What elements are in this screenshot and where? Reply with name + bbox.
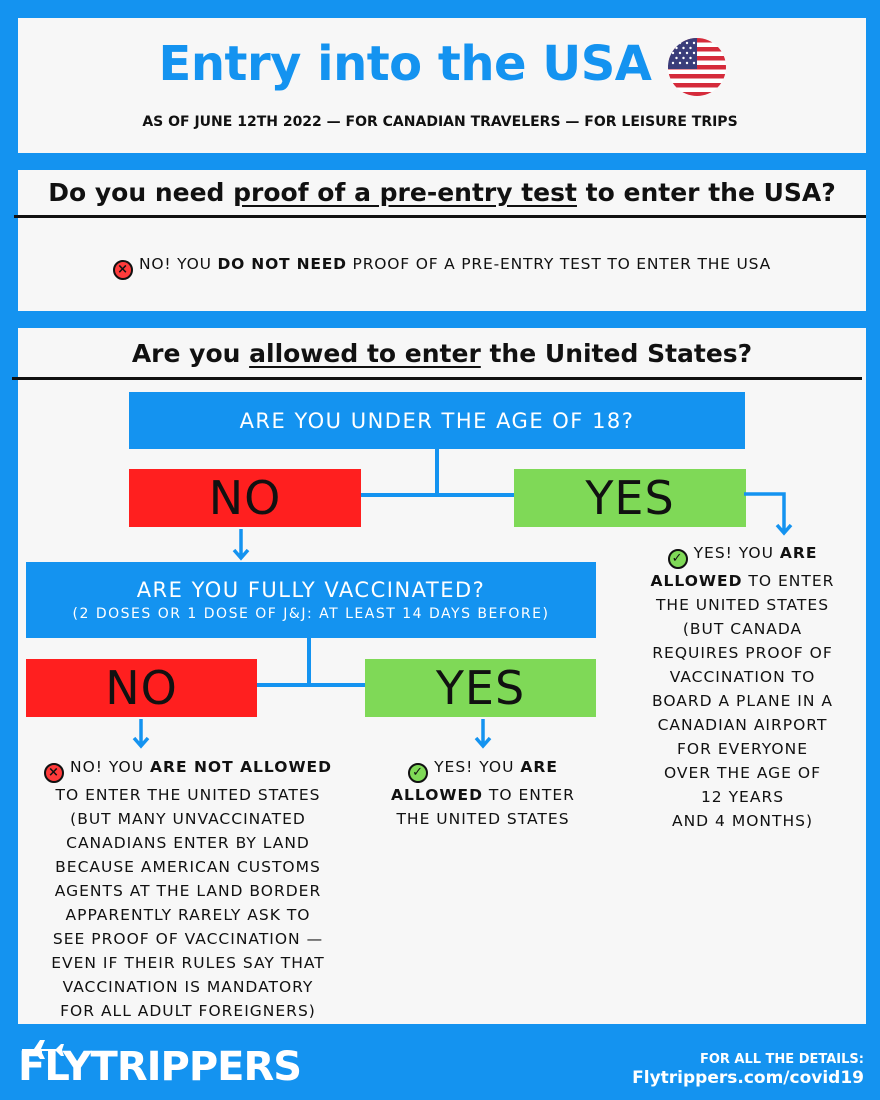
arrow-down-icon	[131, 717, 151, 751]
connector	[360, 493, 515, 497]
page-title: Entry into the USA	[158, 36, 652, 92]
entry-question-underlined: allowed to enter	[249, 339, 481, 368]
connector	[435, 449, 439, 497]
unvaccinated-answer: × NO! YOU ARE NOT ALLOWED TO ENTER THE UNITED STATES (BUT MANY UNVACCINATED CANADIANS ENTER BY LAND BECAUSE AMERICAN CUSTOMS AGENTS AT THE LAND BORDER APPARENTLY RARELY ASK TO SEE PROOF OF VACCINATION — EVEN IF THEIR RULES SAY THAT VACCINATION IS MANDATORY FOR ALL ADULT FOREIGNERS)	[18, 755, 358, 1023]
arrow-down-icon	[231, 527, 251, 563]
flytrippers-logo[interactable]	[18, 1038, 338, 1092]
age-question-box: ARE YOU UNDER THE AGE OF 18?	[129, 392, 745, 449]
vaccinated-question-box: ARE YOU FULLY VACCINATED? (2 DOSES OR 1 DOSE OF J&J: AT LEAST 14 DAYS BEFORE)	[26, 562, 596, 638]
vaccinated-answer: ✓ YES! YOU ARE ALLOWED TO ENTER THE UNITED STATES	[391, 758, 575, 828]
connector	[307, 638, 311, 687]
arrow-down-icon	[473, 717, 493, 751]
details-link[interactable]: Flytrippers.com/covid19	[632, 1068, 864, 1088]
vaccinated-no-box: NO	[26, 659, 257, 717]
age-yes-box: YES	[514, 469, 746, 527]
connector	[256, 683, 366, 687]
no-icon: ×	[113, 260, 133, 280]
arrow-down-icon	[744, 490, 796, 538]
age-no-box: NO	[129, 469, 361, 527]
test-question: Do you need proof of a pre-entry test to enter the USA?	[48, 178, 836, 207]
vaccinated-yes-box: YES	[365, 659, 596, 717]
brand-name: FLYTRIPPERS	[18, 1044, 302, 1090]
us-flag-icon	[668, 38, 726, 96]
test-question-underlined: proof of a pre-entry test	[233, 178, 577, 207]
no-icon: ×	[44, 763, 64, 783]
test-question-rule	[14, 215, 866, 218]
entry-question-rule	[12, 377, 862, 380]
minor-answer: ✓ YES! YOU ARE ALLOWED TO ENTER THE UNITED STATES (BUT CANADA REQUIRES PROOF OF VACCINATION TO BOARD A PLANE IN A CANADIAN AIRPORT FOR EVERYONE OVER THE AGE OF 12 YEARS AND 4 MONTHS)	[650, 544, 835, 830]
test-answer: × NO! YOU DO NOT NEED PROOF OF A PRE-ENTRY TEST TO ENTER THE USA	[18, 255, 866, 280]
page-subtitle: AS OF JUNE 12TH 2022 — FOR CANADIAN TRAVELERS — FOR LEISURE TRIPS	[142, 114, 738, 130]
entry-question: Are you allowed to enter the United States?	[131, 339, 753, 368]
details-label: FOR ALL THE DETAILS:	[699, 1052, 864, 1067]
check-icon: ✓	[668, 549, 688, 569]
check-icon: ✓	[408, 763, 428, 783]
